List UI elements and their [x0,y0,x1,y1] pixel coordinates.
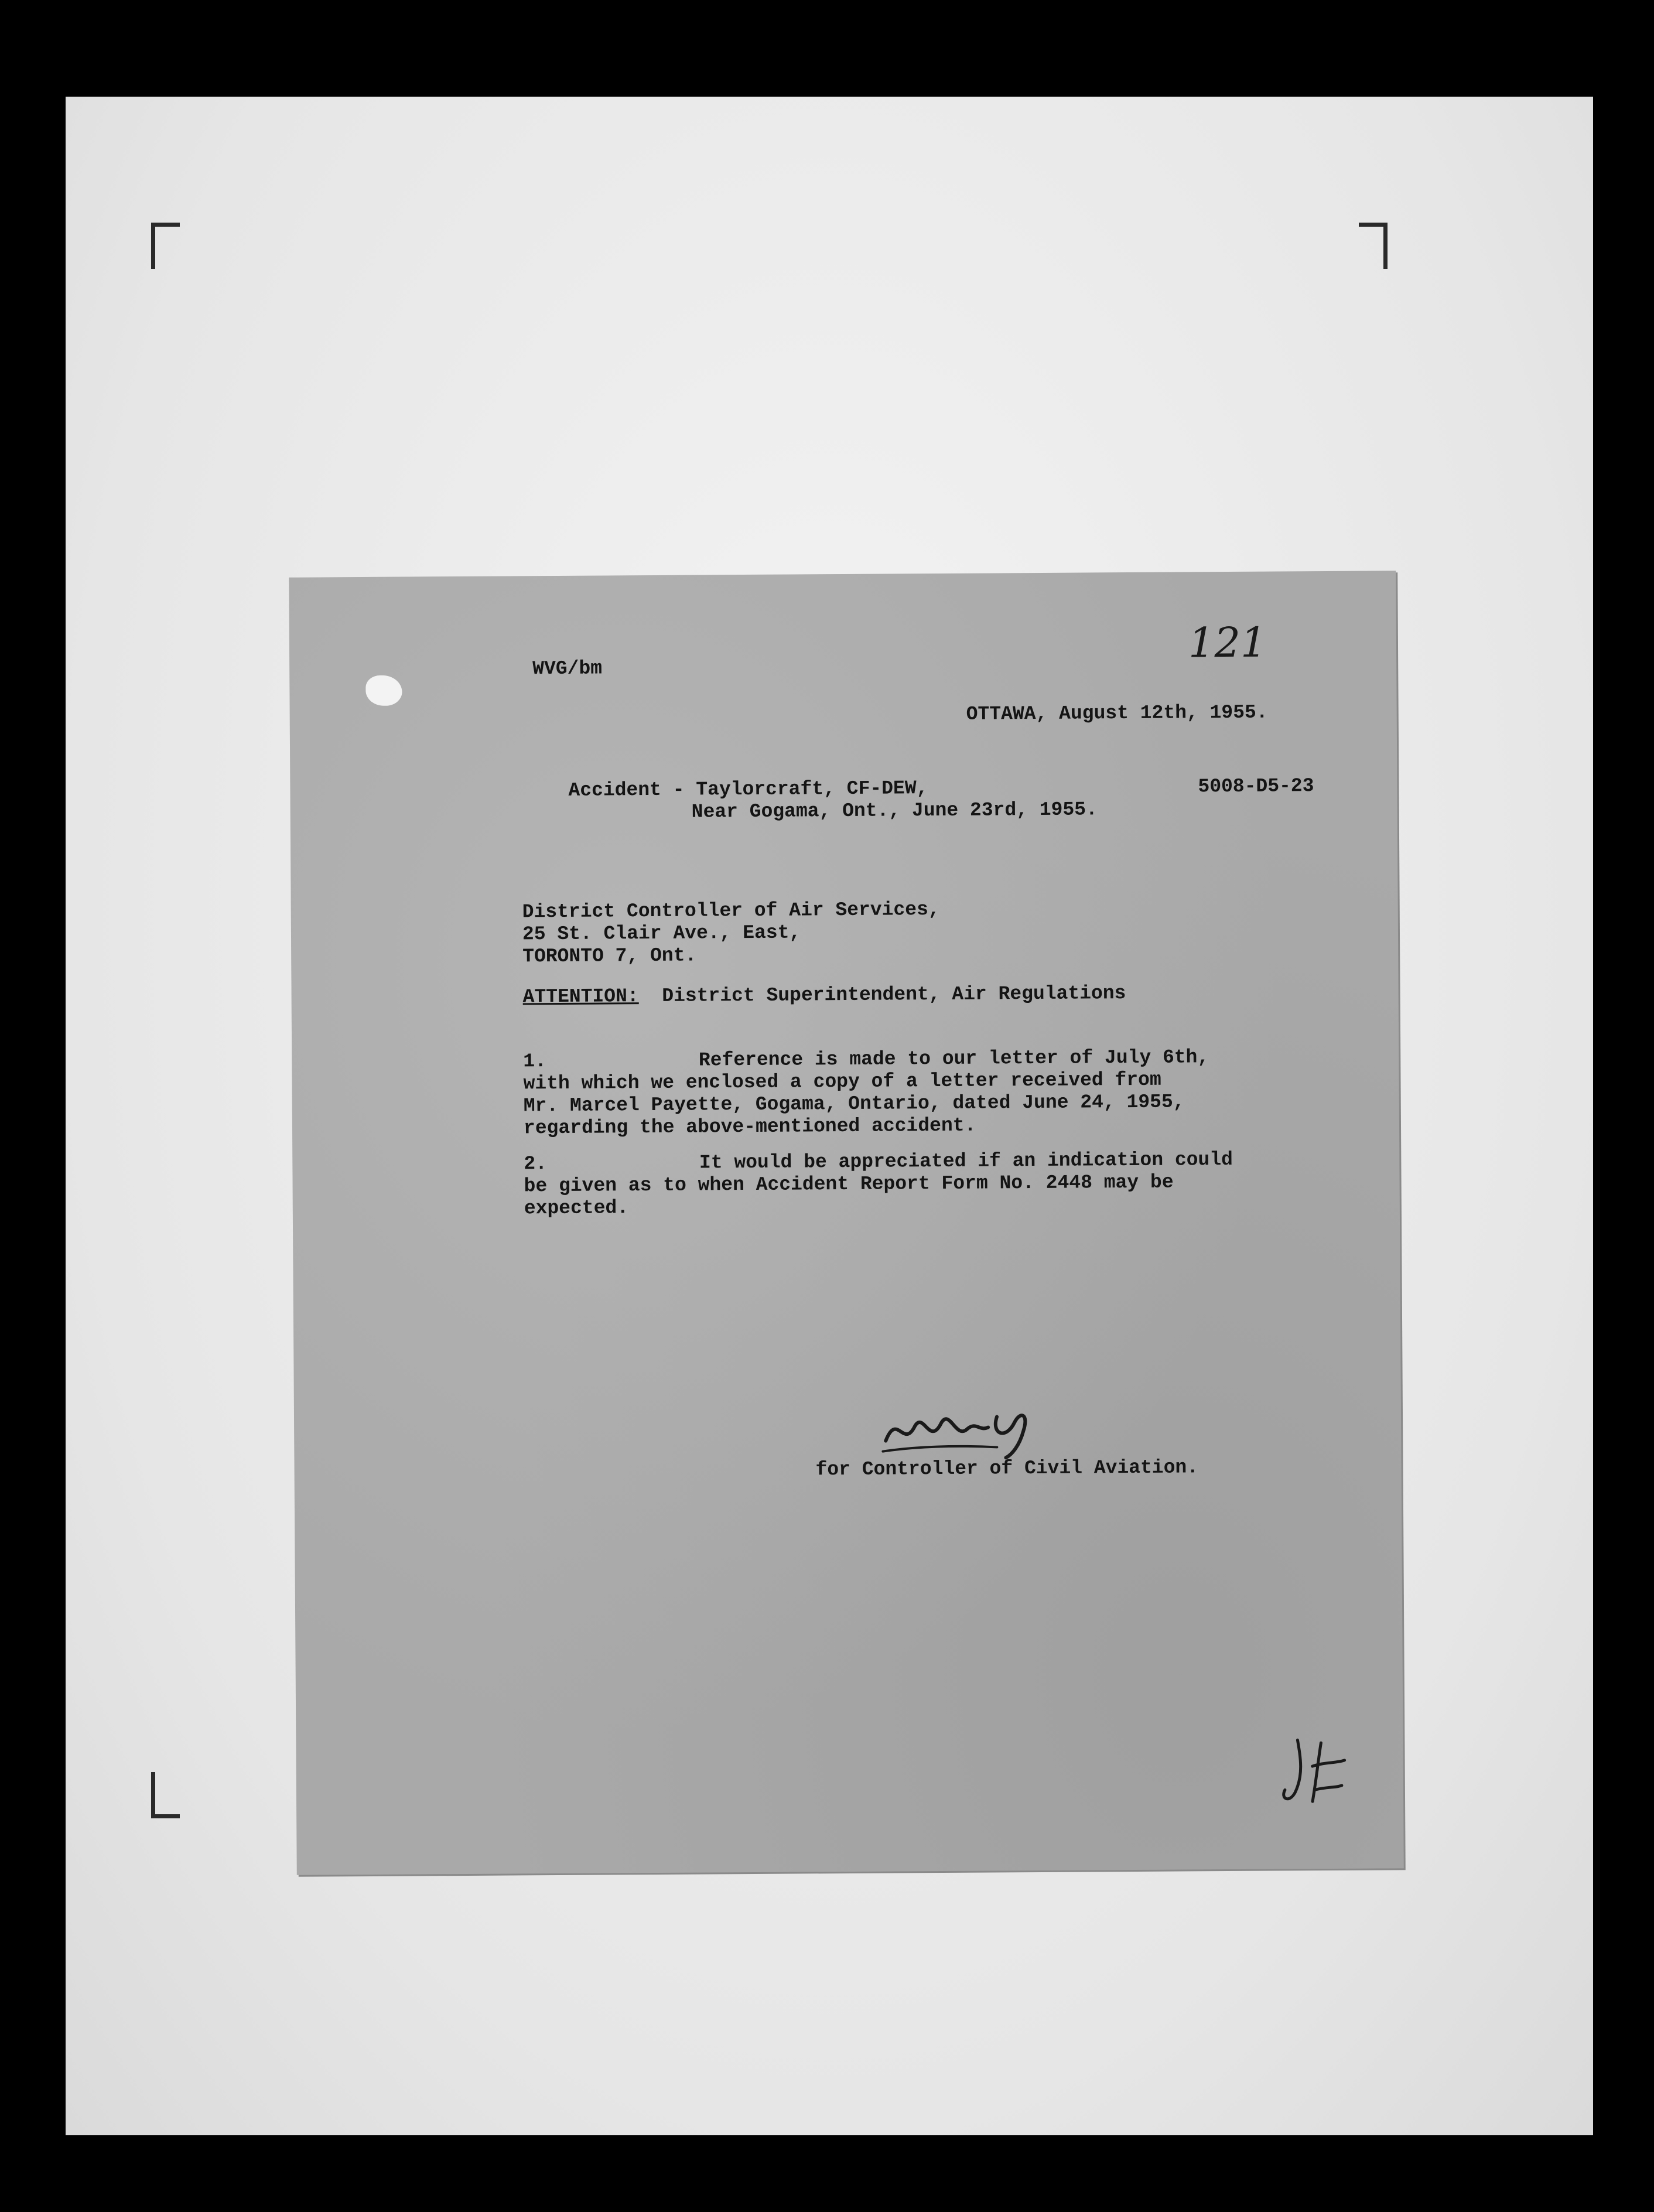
paragraph-2 [524,1149,1233,1220]
punch-hole [365,675,402,706]
signature [880,1399,1068,1465]
crop-mark-top-left [151,223,180,269]
paragraph-1-number: 1. [523,1050,547,1073]
subject-line-1: Accident - Taylorcraft, CF-DEW, [568,777,928,801]
handwritten-page-number: 121 [1188,618,1267,667]
date-line: OTTAWA, August 12th, 1955. [966,701,1268,725]
attention-label: ATTENTION: [522,985,639,1008]
addressee-line-2: 25 St. Clair Ave., East, [522,921,801,945]
paragraph-1-line-3: Mr. Marcel Payette, Gogama, Ontario, dated June 24, 1955, [523,1091,1185,1117]
paragraph-2-line-3: expected. [524,1197,629,1220]
addressee-line-3: TORONTO 7, Ont. [522,944,697,968]
reference-initials: WVG/bm [532,657,603,680]
crop-mark-top-right [1359,223,1388,269]
paragraph-2-number: 2. [524,1153,548,1175]
attention-line [523,982,1126,1008]
signature-caption: for Controller of Civil Aviation. [815,1456,1199,1481]
letter-page [289,571,1403,1875]
paragraph-1-line-4: regarding the above-mentioned accident. [523,1114,976,1139]
handwritten-initials [1280,1734,1351,1811]
attention-value: District Superintendent, Air Regulations [662,982,1126,1007]
paragraph-1-line-2: with which we enclosed a copy of a letter received from [523,1069,1161,1095]
paragraph-1 [523,1046,1209,1139]
paragraph-1-line-1: Reference is made to our letter of July 6th, [698,1046,1209,1071]
addressee-line-1: District Controller of Air Services, [522,899,940,923]
paragraph-2-line-2: be given as to when Accident Report Form No. 2448 may be [524,1171,1174,1197]
crop-mark-bottom-left [151,1772,180,1818]
paragraph-2-line-1: It would be appreciated if an indication could [699,1148,1233,1174]
subject-line-2: Near Gogama, Ont., June 23rd, 1955. [691,798,1098,823]
file-number: 5008-D5-23 [1198,775,1314,798]
